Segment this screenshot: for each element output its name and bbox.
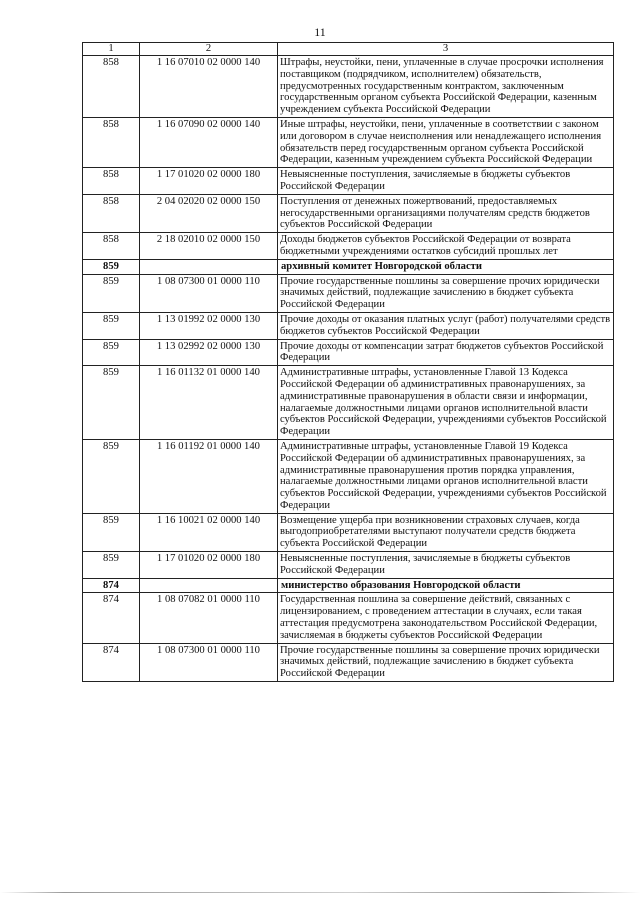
table-header-row bbox=[83, 43, 614, 56]
table-row bbox=[83, 552, 614, 579]
budget-code-cell: 1 08 07300 01 0000 110 bbox=[140, 643, 278, 681]
org-code-cell: 859 bbox=[83, 439, 140, 513]
header-col-1: 1 bbox=[83, 43, 140, 56]
org-code-cell: 874 bbox=[83, 593, 140, 643]
table-row bbox=[83, 513, 614, 551]
org-code-cell: 859 bbox=[83, 259, 140, 274]
budget-code-cell: 1 13 01992 02 0000 130 bbox=[140, 312, 278, 339]
budget-code-cell: 1 16 07010 02 0000 140 bbox=[140, 56, 278, 118]
table-row bbox=[83, 339, 614, 366]
page-number: 11 bbox=[314, 25, 326, 39]
org-code-cell: 858 bbox=[83, 233, 140, 260]
table-row bbox=[83, 168, 614, 195]
table-row bbox=[83, 439, 614, 513]
org-code-cell: 859 bbox=[83, 552, 140, 579]
table-body bbox=[83, 56, 614, 682]
description-cell: министерство образования Новгородской области bbox=[278, 578, 614, 593]
org-code-cell: 858 bbox=[83, 117, 140, 167]
table-row bbox=[83, 117, 614, 167]
description-cell: Невыясненные поступления, зачисляемые в бюджеты субъектов Российской Федерации bbox=[278, 168, 614, 195]
budget-code-cell: 1 17 01020 02 0000 180 bbox=[140, 552, 278, 579]
budget-code-cell: 1 17 01020 02 0000 180 bbox=[140, 168, 278, 195]
org-code-cell: 858 bbox=[83, 168, 140, 195]
scan-edge-line bbox=[0, 892, 640, 893]
budget-code-cell: 1 16 01132 01 0000 140 bbox=[140, 366, 278, 440]
table-row bbox=[83, 366, 614, 440]
budget-code-cell: 1 08 07082 01 0000 110 bbox=[140, 593, 278, 643]
budget-code-cell: 1 13 02992 02 0000 130 bbox=[140, 339, 278, 366]
table-section-row bbox=[83, 578, 614, 593]
org-code-cell: 858 bbox=[83, 56, 140, 118]
description-cell: Невыясненные поступления, зачисляемые в бюджеты субъектов Российской Федерации bbox=[278, 552, 614, 579]
table-row bbox=[83, 593, 614, 643]
description-cell: Возмещение ущерба при возникновении страховых случаев, когда выгодоприобретателями выступают получатели средств бюджета субъекта Российской Федерации bbox=[278, 513, 614, 551]
description-cell: Поступления от денежных пожертвований, предоставляемых негосударственными организациями получателям средств бюджетов субъектов Российской Федерации bbox=[278, 194, 614, 232]
table-row bbox=[83, 312, 614, 339]
org-code-cell: 859 bbox=[83, 366, 140, 440]
budget-code-cell bbox=[140, 259, 278, 274]
budget-codes-table bbox=[82, 42, 614, 682]
org-code-cell: 874 bbox=[83, 578, 140, 593]
description-cell: Административные штрафы, установленные Главой 13 Кодекса Российской Федерации об административных правонарушениях, за административные правонарушения в области связи и информации, налагаемые должностными лицами органов исполнительной власти субъектов Российской Федерации, учреждениями субъектов Российской Федерации bbox=[278, 366, 614, 440]
org-code-cell: 858 bbox=[83, 194, 140, 232]
table-row bbox=[83, 194, 614, 232]
header-col-3: 3 bbox=[278, 43, 614, 56]
description-cell: Иные штрафы, неустойки, пени, уплаченные в соответствии с законом или договором в случае неисполнения или ненадлежащего исполнения обязательств перед государственным органом субъекта Российской Федерации, казенным учреждением субъекта Российской Федерации bbox=[278, 117, 614, 167]
description-cell: Штрафы, неустойки, пени, уплаченные в случае просрочки исполнения поставщиком (подрядчиком, исполнителем) обязательств, предусмотренных государственным контрактом, заключенным государственным органом субъекта Российской Федерации, казенным учреждением субъекта Российской Федерации bbox=[278, 56, 614, 118]
org-code-cell: 874 bbox=[83, 643, 140, 681]
org-code-cell: 859 bbox=[83, 274, 140, 312]
table-row bbox=[83, 274, 614, 312]
table-row bbox=[83, 233, 614, 260]
description-cell: Административные штрафы, установленные Главой 19 Кодекса Российской Федерации об административных правонарушениях, за административные правонарушения против порядка управления, налагаемые должностными лицами органов исполнительной власти субъектов Российской Федерации, учреждениями субъектов Российской Федерации bbox=[278, 439, 614, 513]
org-code-cell: 859 bbox=[83, 339, 140, 366]
budget-code-cell bbox=[140, 578, 278, 593]
budget-code-cell: 2 18 02010 02 0000 150 bbox=[140, 233, 278, 260]
org-code-cell: 859 bbox=[83, 312, 140, 339]
description-cell: Прочие государственные пошлины за совершение прочих юридически значимых действий, подлежащие зачислению в бюджет субъекта Российской Федерации bbox=[278, 643, 614, 681]
budget-code-cell: 1 16 07090 02 0000 140 bbox=[140, 117, 278, 167]
budget-code-cell: 2 04 02020 02 0000 150 bbox=[140, 194, 278, 232]
description-cell: Прочие доходы от компенсации затрат бюджетов субъектов Российской Федерации bbox=[278, 339, 614, 366]
description-cell: Доходы бюджетов субъектов Российской Федерации от возврата бюджетными учреждениями остатков субсидий прошлых лет bbox=[278, 233, 614, 260]
description-cell: Прочие государственные пошлины за совершение прочих юридически значимых действий, подлежащие зачислению в бюджет субъекта Российской Федерации bbox=[278, 274, 614, 312]
budget-code-cell: 1 16 01192 01 0000 140 bbox=[140, 439, 278, 513]
budget-code-cell: 1 08 07300 01 0000 110 bbox=[140, 274, 278, 312]
table-section-row bbox=[83, 259, 614, 274]
description-cell: архивный комитет Новгородской области bbox=[278, 259, 614, 274]
table-row bbox=[83, 56, 614, 118]
description-cell: Прочие доходы от оказания платных услуг (работ) получателями средств бюджетов субъектов Российской Федерации bbox=[278, 312, 614, 339]
table-row bbox=[83, 643, 614, 681]
header-col-2: 2 bbox=[140, 43, 278, 56]
org-code-cell: 859 bbox=[83, 513, 140, 551]
budget-code-cell: 1 16 10021 02 0000 140 bbox=[140, 513, 278, 551]
description-cell: Государственная пошлина за совершение действий, связанных с лицензированием, с проведением аттестации в случаях, если такая аттестация предусмотрена законодательством Российской Федерации, зачисляемая в бюджеты субъектов Российской Федерации bbox=[278, 593, 614, 643]
